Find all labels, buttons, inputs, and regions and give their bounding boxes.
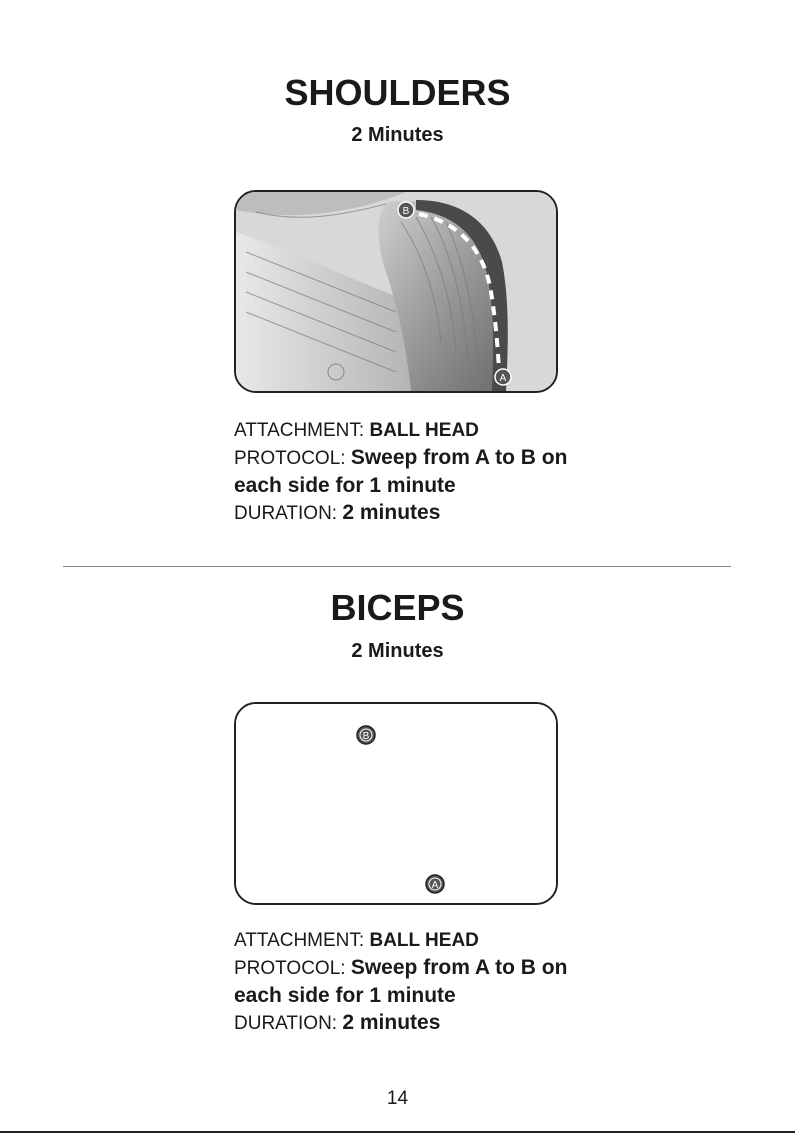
biceps-title: BICEPS (330, 587, 465, 628)
biceps-subtitle: 2 Minutes (351, 640, 444, 662)
shoulders-illustration (234, 190, 558, 393)
duration-label: DURATION: (234, 503, 338, 524)
biceps-info (234, 927, 614, 1037)
marker-b (398, 202, 414, 218)
protocol-value-line1: Sweep from A to B on (350, 446, 568, 469)
attachment-value: BALL HEAD (369, 930, 479, 951)
shoulders-title: SHOULDERS (284, 72, 511, 113)
protocol-line (234, 954, 614, 982)
protocol-value-line2: each side for 1 minute (234, 984, 456, 1007)
biceps-blank-drawing (236, 704, 556, 903)
shoulders-info (234, 417, 614, 527)
shoulder-muscle-drawing (236, 192, 556, 391)
marker-b (357, 726, 375, 744)
attachment-label: ATTACHMENT: (234, 930, 365, 951)
protocol-label: PROTOCOL: (234, 958, 346, 979)
protocol-value-line2: each side for 1 minute (234, 474, 456, 497)
attachment-line (234, 417, 614, 444)
attachment-line (234, 927, 614, 954)
svg-text:B: B (402, 206, 410, 217)
duration-value: 2 minutes (342, 501, 441, 524)
protocol-label: PROTOCOL: (234, 448, 346, 469)
duration-label: DURATION: (234, 1013, 338, 1034)
duration-value: 2 minutes (342, 1011, 441, 1034)
duration-line (234, 499, 614, 527)
section-divider (63, 566, 731, 567)
svg-text:B: B (362, 731, 370, 742)
bottom-rule (0, 1131, 795, 1133)
marker-a (426, 875, 444, 893)
attachment-value: BALL HEAD (369, 420, 479, 441)
shoulders-subtitle: 2 Minutes (351, 124, 444, 146)
page-number: 14 (386, 1088, 409, 1109)
svg-text:A: A (431, 880, 439, 891)
svg-text:A: A (499, 373, 507, 384)
protocol-value-line1: Sweep from A to B on (350, 956, 568, 979)
biceps-illustration (234, 702, 558, 905)
protocol-line (234, 444, 614, 472)
attachment-label: ATTACHMENT: (234, 420, 365, 441)
duration-line (234, 1009, 614, 1037)
marker-a (495, 369, 511, 385)
